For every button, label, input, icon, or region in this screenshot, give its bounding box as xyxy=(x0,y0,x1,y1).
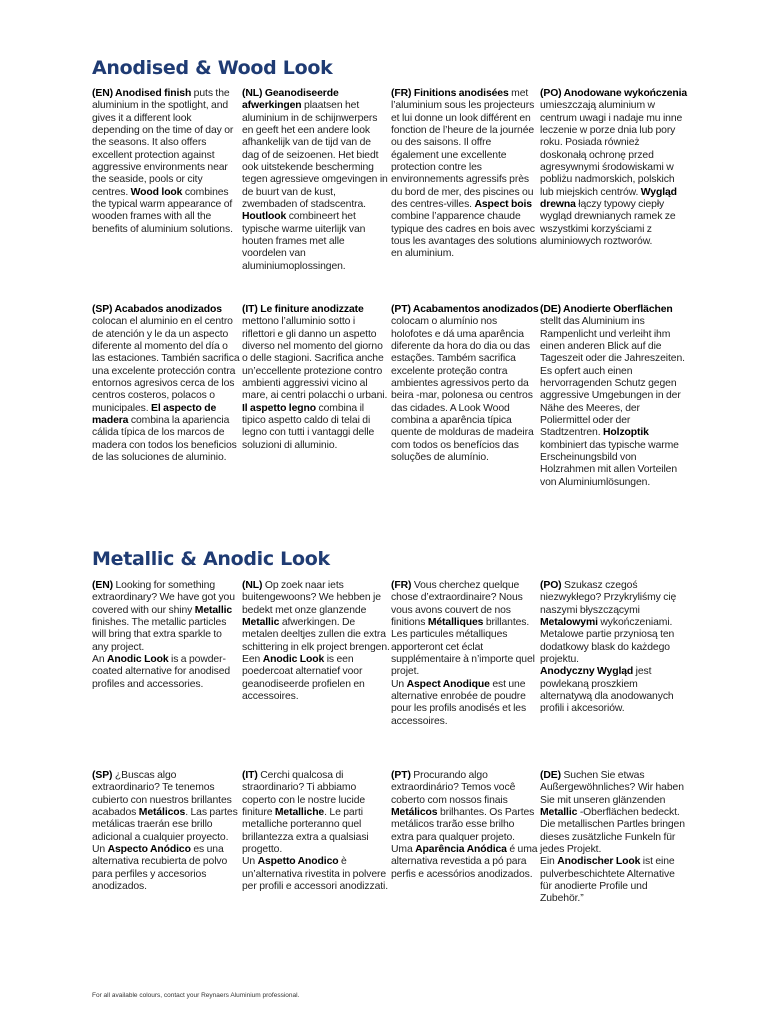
bold-term: Aparência Anódica xyxy=(415,844,507,856)
bold-term: Metálicos xyxy=(138,807,186,819)
bold-term: (PO) xyxy=(540,580,562,591)
bold-term: Aspecto Anódico xyxy=(107,844,191,856)
bold-term: El aspecto de madera xyxy=(92,402,217,427)
bold-term: (PO) Anodowane wykończenia xyxy=(540,88,688,99)
paragraph-metallic-de: (DE) Suchen Sie etwas Außergewöhnliches? Wir haben Sie mit unseren glänzenden Metallic -Oberflächen bedeckt. Die metallischen Partles bringen dieses zusätzliche Funkeln für jedes Projekt. Ein Anodischer Look ist eine pulverbeschichtete Alternative für anodierte Profile und Zubehör.” xyxy=(540,770,685,905)
bold-term: Aspect Anodique xyxy=(406,678,490,690)
bold-term: Metalowymi xyxy=(540,617,598,629)
bold-term: Anodischer Look xyxy=(557,856,641,868)
paragraph-anodised-sp: (SP) Acabados anodizados colocan el aluminio en el centro de atención y le da un aspecto diferente al momento del día o las estaciones. También sacrifica una excelente protección contra entornos agresivos cerca de los centros costeros, polacos o municipales. El aspecto de madera combina la apariencia cálida típica de los marcos de madera con todos los beneficios de las soluciones de aluminio. xyxy=(92,304,240,464)
paragraph-metallic-fr: (FR) Vous cherchez quelque chose d’extraordinaire? Nous vous avons couvert de nos finitions Métalliques brillantes. Les particules métalliques apporteront cet éclat supplémentaire à n’importe quel projet. Un Aspect Anodique est une alternative enrobée de poudre pour les profils anodisés et les accessoires. xyxy=(391,580,535,727)
paragraph-anodised-de: (DE) Anodierte Oberflächen stellt das Aluminium ins Rampenlicht und verleiht ihm einen anderen Blick auf die Tageszeit oder die Jahreszeiten. Es opfert auch einen hervorragenden Schutz gegen aggressive Umgebungen in der Nähe des Meeres, der Poliermittel oder der Stadtzentren. Holzoptik kombiniert das typische warme Erscheinungsbild von Holzrahmen mit allen Vorteilen von Aluminiumlösungen. xyxy=(540,304,685,488)
bold-term: Holzoptik xyxy=(603,427,649,439)
bold-term: (PT) xyxy=(391,770,411,781)
section-title-metallic-anodic: Metallic & Anodic Look xyxy=(92,548,330,570)
section-title-anodised-wood: Anodised & Wood Look xyxy=(92,57,333,79)
paragraph-anodised-pt: (PT) Acabamentos anodizados colocam o alumínio nos holofotes e dá uma aparência diferente da hora do dia ou das estações. Também sacrifica excelente proteção contra ambientes agressivos perto da beira -mar, polonesa ou centros das cidades. A Look Wood combina a aparência típica quente de molduras de madeira com todos os benefícios das soluções de alumínio. xyxy=(391,304,539,464)
paragraph-anodised-it: (IT) Le finiture anodizzate mettono l’alluminio sotto i riflettori e gli danno un aspetto diverso nel momento del giorno o delle stagioni. Sacrifica anche un’eccellente protezione contro ambienti aggressivi vicino al mare, ai centri polacchi o urbani. Il aspetto legno combina il tipico aspetto caldo di telai di legno con tutti i vantaggi delle soluzioni di alluminio. xyxy=(242,304,388,451)
bold-term: (SP) Acabados anodizados xyxy=(92,304,222,315)
bold-term: Wood look xyxy=(130,186,183,198)
bold-term: (FR) Finitions anodisées xyxy=(391,88,509,99)
bold-term: Wygląd drewna xyxy=(540,186,677,211)
paragraph-metallic-en: (EN) Looking for something extraordinary? We have got you covered with our shiny Metallic finishes. The metallic particles will bring that extra sparkle to any project. An Anodic Look is a powder-coated alternative for anodised profiles and accessories. xyxy=(92,580,235,690)
bold-term: Aspetto Anodico xyxy=(257,856,339,868)
bold-term: Anodic Look xyxy=(262,654,325,666)
paragraph-anodised-po: (PO) Anodowane wykończenia umieszczają aluminium w centrum uwagi i nadaje mu inne leczenie w porze dnia lub pory roku. Posiada również doskonałą ochronę przed agresywnymi środowiskami w pobliżu nadmorskich, polskich lub miejskich centrów. Wygląd drewna łączy typowy ciepły wygląd drewnianych ramek ze wszystkimi korzyściami z aluminiowych roztworów. xyxy=(540,88,688,248)
bold-term: (IT) Le finiture anodizzate xyxy=(242,304,364,315)
bold-term: Il aspetto legno xyxy=(242,402,317,414)
bold-term: Metalliche xyxy=(274,807,325,819)
paragraph-metallic-pt: (PT) Procurando algo extraordinário? Temos você coberto com nossos finais Metálicos brilhantes. Os Partes metálicos trarão esse brilho extra para qualquer projeto. Uma Aparência Anódica é uma alternativa revestida a pó para perfis e acessórios anodizados. xyxy=(391,770,538,880)
paragraph-metallic-it: (IT) Cerchi qualcosa di straordinario? Ti abbiamo coperto con le nostre lucide finiture Metalliche. Le parti metalliche porteranno quel brillantezza extra a qualsiasi progetto. Un Aspetto Anodico è un’alternativa rivestita in polvere per profili e accessori anodizzati. xyxy=(242,770,389,893)
bold-term: Metallic xyxy=(242,617,280,629)
paragraph-metallic-po: (PO) Szukasz czegoś niezwykłego? Przykryliśmy cię naszymi błyszczącymi Metalowymi wykończeniami. Metalowe partie przyniosą ten dodatkowy blask do każdego projektu. Anodyczny Wygląd jest powlekaną proszkiem alternatywą dla anodowanych profili i akcesoriów. xyxy=(540,580,677,715)
bold-term: (DE) Anodierte Oberflächen xyxy=(540,304,673,315)
bold-term: Aspect bois xyxy=(474,199,532,211)
bold-term: Metallic xyxy=(194,604,233,616)
bold-term: (EN) xyxy=(92,580,113,591)
bold-term: Houtlook xyxy=(242,211,287,223)
bold-term: (FR) xyxy=(391,580,412,591)
paragraph-metallic-sp: (SP) ¿Buscas algo extraordinario? Te tenemos cubierto con nuestros brillantes acabados Metálicos. Las partes metálicas traerán ese brillo adicional a cualquier proyecto. Un Aspecto Anódico es una alternativa recubierta de polvo para perfiles y accesorios anodizados. xyxy=(92,770,238,893)
bold-term: (NL) Geanodiseerde afwerkingen xyxy=(242,88,339,112)
bold-term: (EN) Anodised finish xyxy=(92,88,192,99)
bold-term: Metallic xyxy=(540,807,578,819)
bold-term: Anodic Look xyxy=(107,654,169,666)
paragraph-anodised-nl: (NL) Geanodiseerde afwerkingen plaatsen het aluminium in de schijnwerpers en geeft het een andere look afhankelijk van de tijd van de dag of de seizoenen. Het biedt ook uitstekende bescherming tegen agressieve omgevingen in de buurt van de kust, zwembaden of stadscentra. Houtlook combineert het typische warme uiterlijk van houten frames met alle voordelen van aluminiumoplossingen. xyxy=(242,88,388,272)
bold-term: Metálicos xyxy=(391,807,438,819)
bold-term: (SP) xyxy=(92,770,113,781)
paragraph-anodised-en: (EN) Anodised finish puts the aluminium in the spotlight, and gives it a different look depending on the time of day or the seasons. It also offers excellent protection against aggressive environments near the seaside, pools or city centres. Wood look combines the typical warm appearance of wooden frames with all the benefits of aluminium solutions. xyxy=(92,88,234,235)
bold-term: (DE) xyxy=(540,770,561,781)
bold-term: (NL) xyxy=(242,580,263,591)
footer-note: For all available colours, contact your Reynaers Aluminium professional. xyxy=(92,992,300,999)
bold-term: Métalliques xyxy=(427,617,484,629)
bold-term: (IT) xyxy=(242,770,258,781)
bold-term: Anodyczny Wygląd xyxy=(540,666,634,678)
paragraph-metallic-nl: (NL) Op zoek naar iets buitengewoons? We hebben je bedekt met onze glanzende Metallic afwerkingen. De metalen deeltjes zullen die extra schittering in elk project brengen. Een Anodic Look is een poedercoat alternatief voor geanodiseerde profielen en accessoires. xyxy=(242,580,390,703)
paragraph-anodised-fr: (FR) Finitions anodisées met l’aluminium sous les projecteurs et lui donne un look différent en fonction de l’heure de la journée ou des saisons. Il offre également une excellente protection contre les environnements agressifs près du bord de mer, des piscines ou des centres-villes. Aspect bois combine l’apparence chaude typique des cadres en bois avec tous les avantages des solutions en aluminium. xyxy=(391,88,537,260)
bold-term: (PT) Acabamentos anodizados xyxy=(391,304,539,315)
